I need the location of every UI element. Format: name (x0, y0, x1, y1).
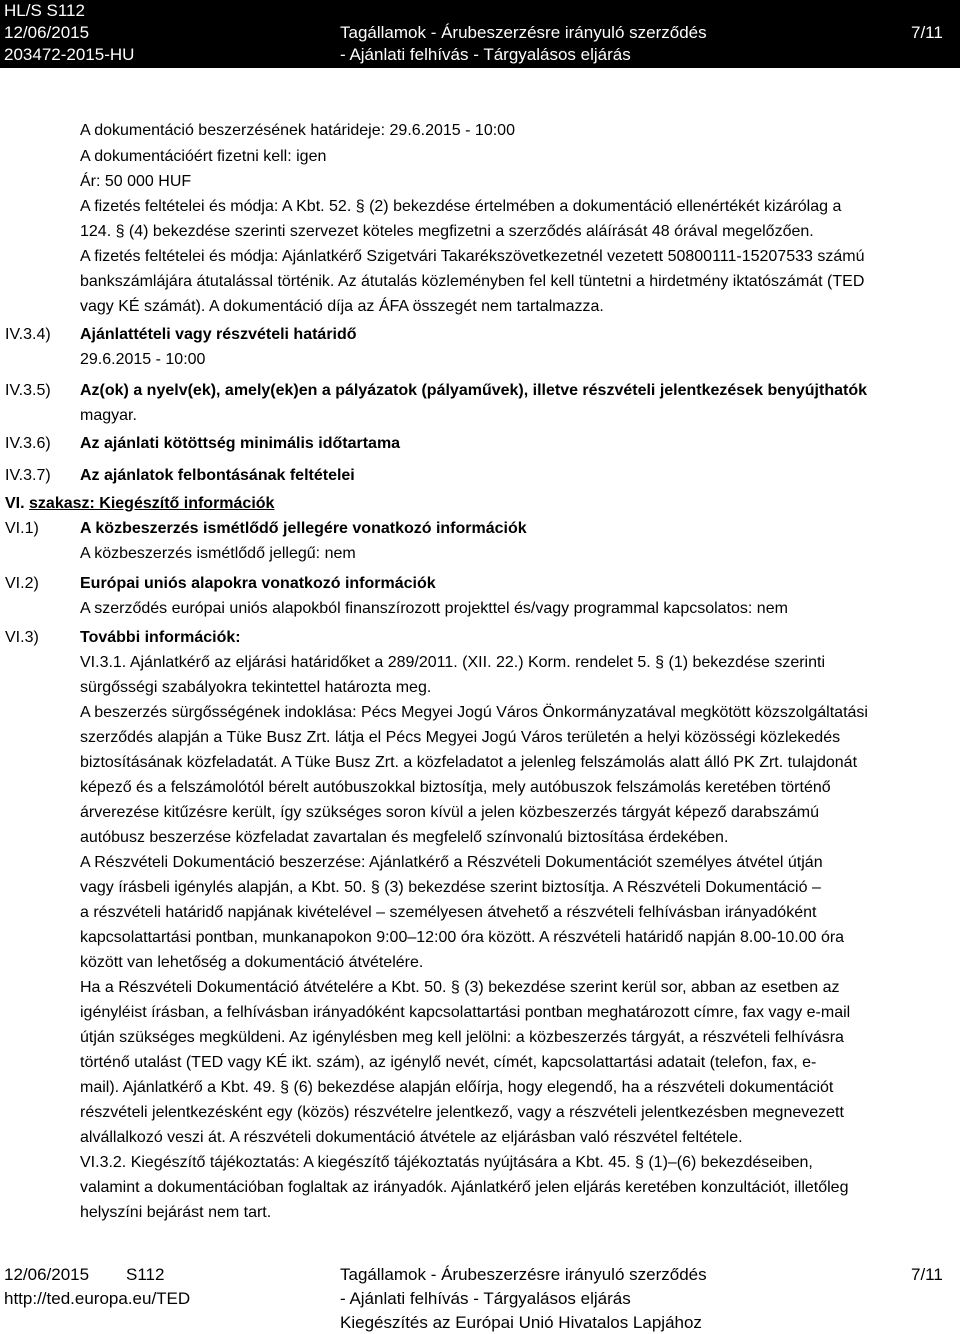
text-line: A szerződés európai uniós alapokból finanszírozott projekttel és/vagy programmal kapcsolatos: nem (80, 600, 788, 617)
text-line: A közbeszerzés ismétlődő jellegű: nem (80, 545, 356, 562)
text-line: mail). Ajánlatkérő a Kbt. 49. § (6) bekezdése alapján előírja, hogy elegendő, ha a részvételi dokumentációt (80, 1079, 834, 1096)
section-heading: Európai uniós alapokra vonatkozó információk (80, 575, 436, 592)
footer-title-line2: - Ajánlati felhívás - Tárgyalásos eljárás (340, 1289, 631, 1308)
header-title-line2: - Ajánlati felhívás - Tárgyalásos eljárás (340, 45, 631, 64)
header-date: 12/06/2015 (4, 23, 90, 42)
section-number: IV.3.6) (5, 435, 51, 452)
text-line: sürgősségi szabályokra tekintettel határozta meg. (80, 679, 432, 696)
header-journal-code: HL/S S112 (4, 1, 85, 20)
text-line: történő utalást (TED vagy KÉ ikt. szám), az igénylő nevét, címét, kapcsolattartási adatait (telefon, fax, e- (80, 1054, 817, 1071)
page-header (0, 0, 960, 68)
text-line: részvételi jelentkezésként egy (közös) részvételre jelentkező, vagy a részvételi jelentkezésben megnevezett (80, 1104, 844, 1121)
text-line: biztosításának közfeladatát. A Tüke Busz Zrt. a közfeladatot a jelenleg felszámolás alatt álló PK Zrt. tulajdonát (80, 754, 858, 771)
footer-title-line3: Kiegészítés az Európai Unió Hivatalos Lapjához (340, 1313, 702, 1332)
header-notice-number: 203472-2015-HU (4, 45, 135, 64)
text-line: között van lehetőség a dokumentáció átvételére. (80, 954, 424, 971)
text-line: Ha a Részvételi Dokumentáció átvételére a Kbt. 50. § (3) bekezdése szerint kerül sor, abban az esetben az (80, 979, 840, 996)
section-number: IV.3.5) (5, 382, 51, 399)
text-line: útján szükséges megküldeni. Az igénylésben meg kell jelölni: a közbeszerzés tárgyát, a részvételi felhívásra (80, 1029, 844, 1046)
section-number: VI.2) (5, 575, 39, 592)
text-line: A fizetés feltételei és módja: Ajánlatkérő Szigetvári Takarékszövetkezetnél vezetett 50800111-15207533 számú (80, 248, 865, 265)
section-title-prefix: VI. (5, 495, 30, 512)
text-line: igényléist írásban, a felhívásban irányadóként kapcsolattartási pontban meghatározott címre, fax vagy e-mail (80, 1004, 851, 1021)
section-number: VI.1) (5, 520, 39, 537)
text-line: Ár: 50 000 HUF (80, 173, 192, 190)
text-line: szerződés alapján a Tüke Busz Zrt. látja el Pécs Megyei Jogú Város területén a helyi közösségi közlekedés (80, 729, 841, 746)
section-number: VI.3) (5, 629, 39, 646)
text-line: A dokumentációért fizetni kell: igen (80, 148, 327, 165)
text-line: VI.3.2. Kiegészítő tájékoztatás: A kiegészítő tájékoztatás nyújtására a Kbt. 45. § (1)–(6) bekezdéseiben, (80, 1154, 813, 1171)
text-line: autóbusz beszerzése közfeladat zavartalan és megfelelő színvonalú biztosítása érdekében. (80, 829, 729, 846)
text-line: vagy KÉ számát). A dokumentáció díja az ÁFA összegét nem tartalmazza. (80, 298, 604, 315)
footer-date: 12/06/2015 (4, 1265, 90, 1284)
text-line: A beszerzés sürgősségének indoklása: Pécs Megyei Jogú Város Önkormányzatával megkötött közszolgáltatási (80, 704, 868, 721)
text-line: kapcsolattartási pontban, munkanapokon 9:00–12:00 óra között. A részvételi határidő napján 8.00-10.00 óra (80, 929, 845, 946)
footer-page-number: 7/11 (911, 1265, 943, 1284)
header-page-number: 7/11 (911, 23, 943, 42)
text-line: magyar. (80, 407, 137, 424)
header-title-line1: Tagállamok - Árubeszerzésre irányuló szerződés (340, 23, 707, 42)
section-title-text: szakasz: Kiegészítő információk (29, 495, 275, 512)
text-line: képező és a felszámolótól bérelt autóbuszokkal biztosítja, mely autóbuszok felszámolás keretében történő (80, 779, 831, 796)
text-line: vagy írásbeli igénylés alapján, a Kbt. 50. § (3) bekezdése szerint biztosítja. A Részvételi Dokumentáció – (80, 879, 821, 896)
section-heading: A közbeszerzés ismétlődő jellegére vonatkozó információk (80, 520, 527, 537)
section-title (5, 492, 274, 516)
section-heading: Az ajánlatok felbontásának feltételei (80, 467, 355, 484)
text-line: alvállalkozó veszi át. A részvételi dokumentáció átvétele az eljárásban való részvétel feltétele. (80, 1129, 743, 1146)
text-line: A dokumentáció beszerzésének határideje: 29.6.2015 - 10:00 (80, 122, 515, 139)
section-number: IV.3.7) (5, 467, 51, 484)
text-line: helyszíni bejárást nem tart. (80, 1204, 272, 1221)
text-line: árverezése kitűzésre került, így szükséges soron kívül a jelen közbeszerzés tárgyát képező darabszámú (80, 804, 820, 821)
text-line: VI.3.1. Ajánlatkérő az eljárási határidőket a 289/2011. (XII. 22.) Korm. rendelet 5. § (1) bekezdése szerinti (80, 654, 825, 671)
text-line: A Részvételi Dokumentáció beszerzése: Ajánlatkérő a Részvételi Dokumentációt személyes átvétel útján (80, 854, 823, 871)
text-line: a részvételi határidő napjának kivételével – személyesen átvehető a részvételi felhívásban irányadóként (80, 904, 817, 921)
text-line: 29.6.2015 - 10:00 (80, 351, 206, 368)
text-line: A fizetés feltételei és módja: A Kbt. 52. § (2) bekezdése értelmében a dokumentáció ellenértékét kizárólag a (80, 198, 842, 215)
text-line: 124. § (4) bekezdése szerinti szervezet köteles megfizetni a szerződés aláírását 48 órával megelőzően. (80, 223, 814, 240)
text-line: valamint a dokumentációban foglaltak az irányadók. Ajánlatkérő jelen eljárás keretében konzultációt, illetőleg (80, 1179, 849, 1196)
text-line: bankszámlájára átutalással történik. Az átutalás közleményben fel kell tüntetni a hirdetmény iktatószámát (TED (80, 273, 865, 290)
section-heading: További információk: (80, 629, 241, 646)
section-heading: Az(ok) a nyelv(ek), amely(ek)en a pályázatok (pályaművek), illetve részvételi jelentkezések benyújthatók (80, 382, 867, 399)
section-number: IV.3.4) (5, 326, 51, 343)
section-heading: Az ajánlati kötöttség minimális időtartama (80, 435, 401, 452)
footer-code: S112 (126, 1265, 165, 1284)
footer-title-line1: Tagállamok - Árubeszerzésre irányuló szerződés (340, 1265, 707, 1284)
footer-url-link[interactable]: http://ted.europa.eu/TED (4, 1289, 191, 1308)
section-heading: Ajánlattételi vagy részvételi határidő (80, 326, 357, 343)
